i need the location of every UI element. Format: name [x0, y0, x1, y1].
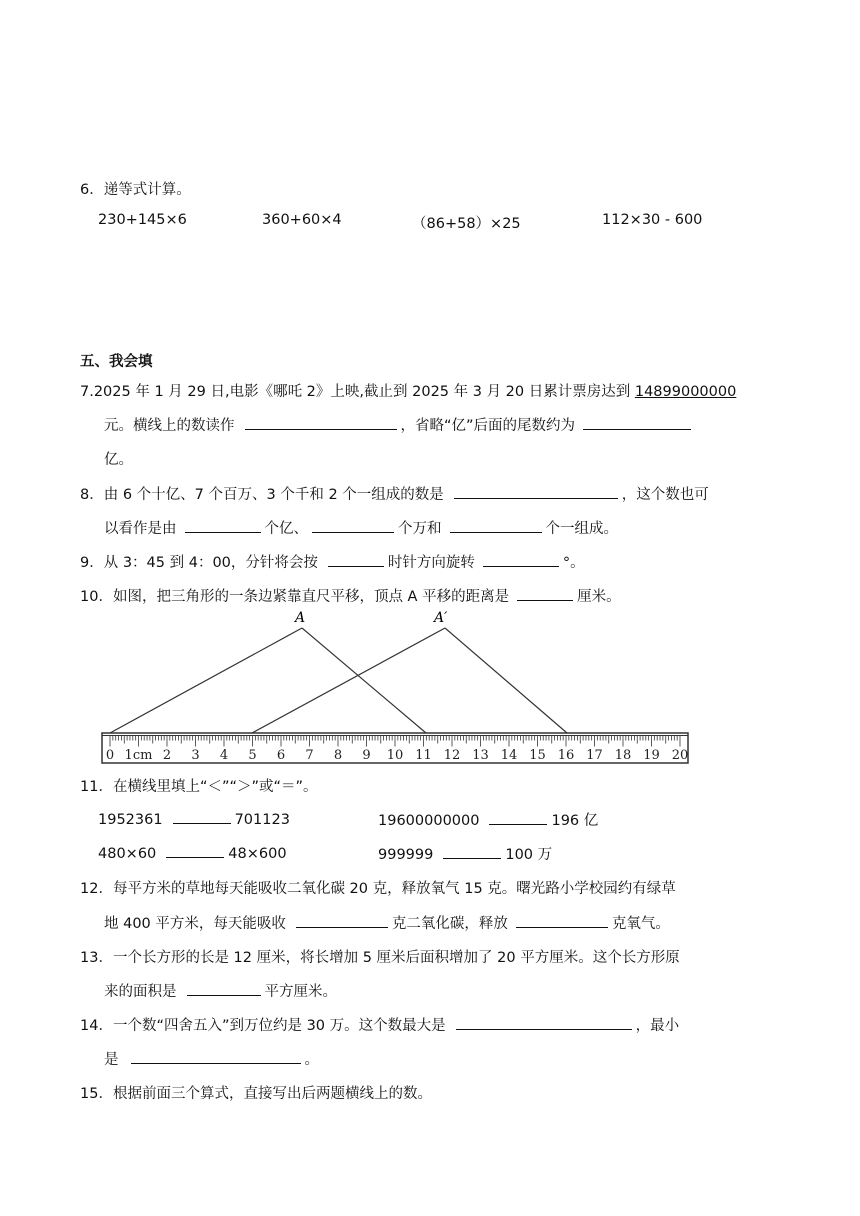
q7-text-a: 7.2025 年 1 月 29 日,电影《哪吒 2》上映,截止到 2025 年 3 月 20 日累计票房达到: [80, 384, 635, 400]
q7-blank-1[interactable]: [245, 415, 397, 430]
triangle-2-left-side: [252, 628, 445, 733]
q11-r1d: 196 亿: [551, 813, 599, 829]
ruler-tick-label: 0: [105, 748, 115, 763]
ruler-tick-label: 1cm: [124, 748, 153, 763]
q8-text-b: ，这个数也可: [621, 487, 709, 503]
q15-line: 15．根据前面三个算式，直接写出后两题横线上的数。: [80, 1086, 432, 1102]
q12-text-a: 地 400 平方米，每天能吸收: [104, 916, 286, 932]
q9-blank-2[interactable]: [483, 552, 559, 567]
q14-text-d: 。: [304, 1052, 319, 1068]
ruler-tick-label: 3: [191, 748, 200, 763]
q12-blank-2[interactable]: [516, 913, 608, 928]
ruler-tick-label: 18: [614, 748, 632, 763]
vertex-label-a: A: [295, 610, 306, 626]
q7-blank-2[interactable]: [583, 415, 691, 430]
ruler-tick-label: 14: [500, 748, 518, 763]
ruler-tick-label: 2: [162, 748, 172, 763]
q9-text-c: °。: [562, 555, 585, 571]
q14-text-b: ，最小: [635, 1018, 680, 1034]
q11-r2c: 999999: [378, 847, 434, 863]
q13-line-2: [104, 980, 337, 1001]
q9-blank-1[interactable]: [328, 552, 384, 567]
q8-text-d: 个亿、: [264, 521, 308, 537]
q11-r2a: 480×60: [98, 846, 157, 862]
q11-r2b: 48×600: [228, 846, 287, 862]
q9-line: [80, 551, 585, 572]
q12-line-2: [104, 912, 670, 933]
q11-r2d: 100 万: [505, 847, 553, 863]
q14-line-2: [104, 1048, 319, 1069]
q8-line-1: [80, 483, 709, 504]
ruler-tick-label: 5: [248, 748, 257, 763]
q7-line-1: [80, 380, 736, 401]
q8-blank-3[interactable]: [312, 518, 394, 533]
q7-line-3: 亿。: [104, 452, 133, 468]
q12-text-c: 克氧气。: [611, 916, 670, 932]
q13-blank[interactable]: [187, 981, 261, 996]
q11-blank-3[interactable]: [166, 843, 224, 858]
ruler-tick-label: 13: [472, 748, 489, 763]
q8-blank-2[interactable]: [185, 518, 261, 533]
q11-r1c: 19600000000: [378, 813, 480, 829]
q6-expr-2: 360+60×4: [262, 212, 342, 228]
q10-text-b: 厘米。: [577, 589, 621, 605]
ruler-tick-label: 6: [276, 748, 286, 763]
ruler-tick-label: 19: [643, 748, 660, 763]
q11-r1b: 701123: [234, 812, 290, 828]
ruler-tick-label: 10: [386, 748, 404, 763]
q14-line-1: [80, 1014, 679, 1035]
q11-row-2-left: [98, 843, 287, 862]
q11-blank-1[interactable]: [173, 809, 231, 824]
q8-text-a: 8．由 6 个十亿、7 个百万、3 个千和 2 个一组成的数是: [80, 487, 444, 503]
q9-text-a: 9．从 3：45 到 4：00，分针将会按: [80, 555, 318, 571]
ruler-tick-label: 17: [586, 748, 603, 763]
ruler-tick-label: 7: [305, 748, 314, 763]
ruler-tick-label: 11: [415, 748, 432, 763]
q10-text-a: 10．如图，把三角形的一条边紧靠直尺平移，顶点 A 平移的距离是: [80, 589, 510, 605]
q14-blank-1[interactable]: [456, 1015, 632, 1030]
triangle-2-right-side: [445, 628, 567, 733]
q8-blank-1[interactable]: [454, 484, 618, 499]
ruler-tick-label: 20: [671, 748, 689, 763]
ruler: [102, 733, 688, 763]
q11-blank-4[interactable]: [443, 844, 501, 859]
q7-text-b: 元。横线上的数读作: [104, 418, 235, 434]
q11-title: 11．在横线里填上“＜”“＞”或“＝”。: [80, 779, 318, 795]
q13-text-a: 来的面积是: [104, 984, 177, 1000]
ruler-tick-label: 15: [529, 748, 546, 763]
q11-row-1-right: [378, 809, 598, 830]
q11-row-1-left: [98, 809, 290, 828]
q7-line-2: [104, 414, 695, 435]
q11-row-2-right: [378, 843, 552, 864]
q12-blank-1[interactable]: [296, 913, 388, 928]
q8-blank-4[interactable]: [450, 518, 542, 533]
q10-blank[interactable]: [517, 586, 573, 601]
ruler-tick-label: 16: [557, 748, 575, 763]
q14-blank-2[interactable]: [131, 1049, 301, 1064]
ruler-tick-label: 9: [362, 748, 371, 763]
q13-line-1: 13．一个长方形的长是 12 厘米，将长增加 5 厘米后面积增加了 20 平方厘米。这个长方形原: [80, 950, 680, 966]
q10-line: [80, 585, 621, 606]
q14-text-c: 是: [104, 1052, 119, 1068]
q7-text-c: ，省略“亿”后面的尾数约为: [400, 418, 576, 434]
q6-expr-3: （86+58）×25: [412, 216, 521, 232]
ruler-tick-label: 4: [219, 748, 229, 763]
q6-title: 6．递等式计算。: [80, 182, 191, 198]
q13-text-b: 平方厘米。: [264, 984, 337, 1000]
triangle-1-right-side: [302, 628, 426, 733]
ruler-tick-label: 8: [333, 748, 343, 763]
section-heading: 五、我会填: [80, 354, 153, 370]
q8-text-c: 以看作是由: [104, 521, 177, 537]
q14-text-a: 14．一个数“四舍五入”到万位约是 30 万。这个数最大是: [80, 1018, 446, 1034]
ruler-tick-label: 12: [443, 748, 461, 763]
q12-line-1: 12．每平方米的草地每天能吸收二氧化碳 20 克，释放氧气 15 克。曙光路小学校园约有绿草: [80, 881, 676, 897]
q6-expr-4: 112×30 - 600: [602, 212, 703, 228]
q8-line-2: [104, 517, 618, 538]
q6-expr-1: 230+145×6: [98, 212, 187, 228]
q7-number: 14899000000: [634, 384, 737, 400]
q11-r1a: 1952361: [98, 812, 163, 828]
vertex-label-a-prime: A′: [434, 610, 448, 626]
q12-text-b: 克二氧化碳，释放: [391, 916, 508, 932]
q8-text-e: 个万和: [398, 521, 442, 537]
q9-text-b: 时针方向旋转: [387, 555, 475, 571]
triangle-1-left-side: [110, 628, 302, 733]
q8-text-f: 个一组成。: [545, 521, 618, 537]
q11-blank-2[interactable]: [489, 810, 547, 825]
ruler-triangle-figure: [100, 608, 700, 768]
